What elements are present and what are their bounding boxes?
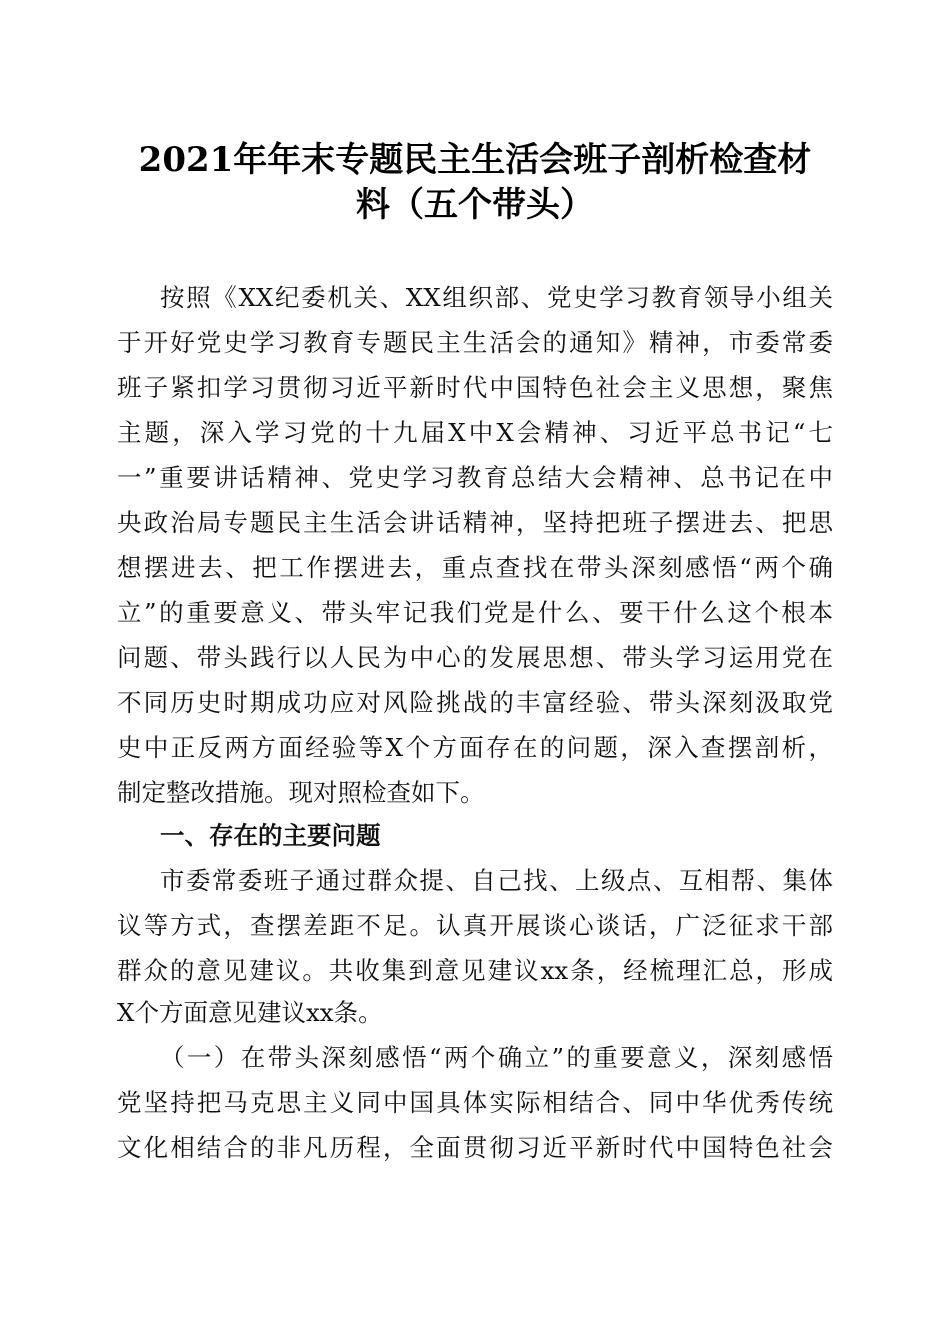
section-heading-main-problems: 一、存在的主要问题	[160, 821, 381, 850]
intro-paragraph-line: 想摆进去、把工作摆进去，重点查找在带头深刻感悟“两个确	[117, 553, 833, 582]
section1-paragraph-line: 群众的意见建议。共收集到意见建议xx条，经梳理汇总，形成	[117, 956, 833, 985]
intro-paragraph-line: 按照《XX纪委机关、XX组织部、党史学习教育领导小组关	[160, 283, 833, 312]
intro-paragraph-line: 问题、带头践行以人民为中心的发展思想、带头学习运用党在	[117, 643, 833, 672]
document-title-line-2: 料（五个带头）	[356, 185, 594, 225]
subsection1-paragraph-line: 党坚持把马克思主义同中国具体实际相结合、同中华优秀传统	[117, 1088, 833, 1117]
intro-paragraph-line: 一”重要讲话精神、党史学习教育总结大会精神、总书记在中	[117, 463, 833, 492]
intro-paragraph-line: 不同历史时期成功应对风险挑战的丰富经验、带头深刻汲取党	[117, 688, 833, 717]
intro-paragraph-line: 立”的重要意义、带头牢记我们党是什么、要干什么这个根本	[117, 598, 833, 627]
section1-paragraph-line: 议等方式，查摆差距不足。认真开展谈心谈话，广泛征求干部	[117, 911, 833, 940]
subsection1-paragraph-line: 文化相结合的非凡历程，全面贯彻习近平新时代中国特色社会	[117, 1133, 833, 1162]
document-title-line-1: 2021年年末专题民主生活会班子剖析检查材	[138, 140, 812, 180]
intro-paragraph-line: 史中正反两方面经验等X个方面存在的问题，深入查摆剖析，	[117, 733, 833, 762]
intro-paragraph-line: 央政治局专题民主生活会讲话精神，坚持把班子摆进去、把思	[117, 508, 833, 537]
section1-paragraph-line: 市委常委班子通过群众提、自己找、上级点、互相帮、集体	[160, 866, 833, 895]
intro-paragraph-line: 主题，深入学习党的十九届X中X会精神、习近平总书记“七	[117, 418, 833, 447]
intro-paragraph-line: 班子紧扣学习贯彻习近平新时代中国特色社会主义思想，聚焦	[117, 373, 833, 402]
section1-paragraph-line: X个方面意见建议xx条。	[117, 998, 383, 1027]
intro-paragraph-line: 制定整改措施。现对照检查如下。	[117, 778, 485, 807]
subsection1-paragraph-line: （一）在带头深刻感悟“两个确立”的重要意义，深刻感悟	[160, 1043, 833, 1072]
intro-paragraph-line: 于开好党史学习教育专题民主生活会的通知》精神，市委常委	[117, 328, 833, 357]
